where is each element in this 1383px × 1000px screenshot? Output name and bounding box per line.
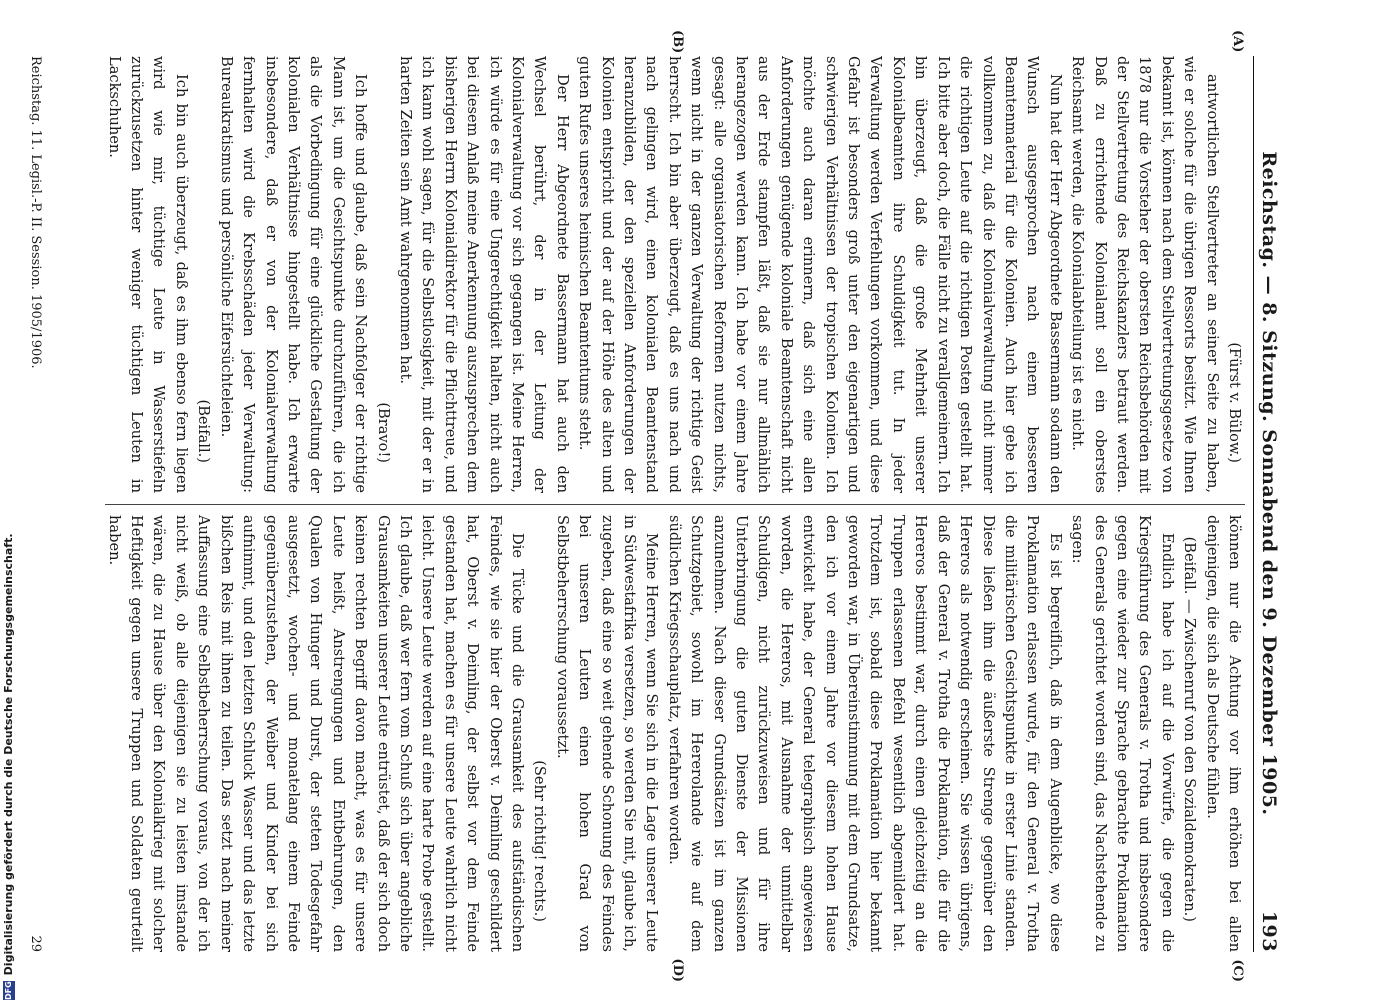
margin-label-d: (D) bbox=[670, 958, 685, 982]
column-divider bbox=[105, 504, 1245, 505]
page-number: 193 bbox=[1258, 910, 1280, 952]
header-title: Reichstag. — 8. Sitzung. Sonnabend den 9. Dezember 1905. bbox=[1258, 151, 1280, 816]
paragraph: (Sehr richtig! rechts.) bbox=[531, 760, 549, 922]
footer-sheet-number: 29 bbox=[28, 935, 43, 952]
paragraph: Ich hoffe und glaube, daß sein Nachfolger der richtige Mann ist, um die Gesichtspunkte durchzuführen, die ich als die Vorbedingung für eine glückliche Gestaltung der kolonialen Verhältnisse hingestellt habe. Ich erwarte insbesondere, daß er von der Kolonialverwaltung fernhalten wird die Krebsschäden jeder Verwaltung: Bureaukratismus und persönliche Eifersüchteleien. bbox=[217, 56, 370, 493]
footer-source: Reichstag. 11. Legisl.-P. II. Session. 1905/1906. bbox=[28, 56, 43, 369]
paragraph: (Fürst v. Bülow.) bbox=[1226, 342, 1243, 463]
paragraph: (Beifall.) bbox=[195, 399, 213, 463]
dfg-logo-icon: DFG bbox=[3, 981, 13, 1000]
text-columns bbox=[105, 30, 1245, 982]
paragraph: Meine Herren, wenn Sie sich in die Lage unserer Leute in Südwestafrika versetzen, so werden Sie mit, glaube ich, zugeben, daß eine so weit gehende Schonung des Feindes bei unseren Leuten einen hohen Grad von Selbstbeherrschung voraussetzt. bbox=[553, 515, 661, 952]
digitization-note bbox=[2, 533, 15, 1000]
digitization-text: Digitalisierung gefördert durch die Deutsche Forschungsgemeinschaft. bbox=[2, 533, 15, 976]
page-header bbox=[1253, 56, 1280, 952]
paragraph: antwortlichen Stellvertreter an seiner Seite zu haben, wie er solche für die übrigen Ressorts besitzt. Wie Ihnen bekannt ist, können nach dem Stellvertretungsgesetze von 1878 nur die Vorsteher der obersten Reichsbehörden mit der Stellvertretung des Reichskanzlers betraut werden. Daß zu errichtende Kolonialamt soll ein oberstes Reichsamt werden, die Kolonialabteilung ist es nicht. bbox=[1069, 56, 1221, 493]
paragraph: Der Herr Abgeordnete Bassermann hat auch den Wechsel berührt, der in der Leitung der Kolonialverwaltung vor sich gegangen ist. Meine Herren, ich würde es für eine Ungerechtigkeit halten, nicht auch bei diesem Anlaß meine Anerkennung auszusprechen dem bisherigen Herrn Kolonialdirektor für die Pflichttreue, und ich kann wohl sagen, für die Selbstlosigkeit, mit der er in harten Zeiten sein Amt wahrgenommen hat. bbox=[396, 56, 571, 493]
paragraph: Nun hat der Herr Abgeordnete Bassermann sodann den Wunsch ausgesprochen nach einem besseren Beamtenmaterial für die Kolonien. Auch hier gebe ich vollkommen zu, daß die Kolonialverwaltung nicht immer die richtigen Leute auf die richtigen Posten gestellt hat. Ich bitte aber doch, die Fälle nicht zu verallgemeinern. Ich bin überzeugt, daß die große Mehrheit unserer Kolonialbeamten ihre Schuldigkeit tut. In jeder Verwaltung werden Verfehlungen vorkommen, und diese Gefahr ist besonders groß unter den eigenartigen und schwierigen Verhältnissen der tropischen Kolonien. Ich möchte auch daran erinnern, daß sich eine allen Anforderungen genügende koloniale Beamtenschaft nicht aus der Erde stampfen läßt, daß sie nur allmählich herangezogen werden kann. Ich habe vor einem Jahre gesagt: alle organisatorischen Reformen nutzen nichts, wenn nicht in der ganzen Verwaltung der richtige Geist herrscht. Ich bin aber überzeugt, daß es uns nach und nach gelingen wird, einen kolonialen Beamtenstand heranzubilden, der den speziellen Anforderungen der Kolonien entspricht und der auf der Höhe des alten und guten Rufes unseres heimischen Beamtentums steht. bbox=[576, 56, 1064, 493]
page-footer bbox=[28, 56, 43, 952]
paragraph: Die Tücke und die Grausamkeit des aufständischen Feindes, wie sie hier der Oberst v. Deimling geschildert hat, Oberst v. Deimling, der selbst vor dem Feinde gestanden hat, machen es für unsere Leute wahrlich nicht leicht. Unsere Leute werden auf eine harte Probe gestellt. Ich glaube, daß wer fern vom Schuß sich über angebliche Grausamkeiten unserer Leute entrüstet, daß der sich doch keinen rechten Begriff davon macht, was es für unsere Leute heißt, Anstrengungen und Entbehrungen, den Qualen von Hunger und Durst, der steten Todesgefahr ausgesetzt, wochen- und monatelang einem Feinde gegenüberzustehen, der Weiber und Kinder bei sich aufnimmt, und den letzten Schluck Wasser und das letzte bißchen Reis mit ihnen zu teilen. Das setzt nach meiner Auffassung eine Selbstbeherrschung voraus, von der ich nicht weiß, ob alle diejenigen sie zu leisten imstande wären, die zu Hause über den Kolonialkrieg mit solcher Heftigkeit gegen unsere Truppen und Soldaten geurteilt haben. bbox=[105, 515, 526, 952]
paragraph: (Bravo!) bbox=[374, 402, 392, 463]
margin-label-a: (A) bbox=[1230, 30, 1245, 53]
paragraph: können nur die Achtung vor ihm erhöhen bei allen denjenigen, die sich als Deutsche fühlen. bbox=[1203, 515, 1243, 952]
paragraph: Endlich habe ich auf die Vorwürfe, die gegen die Kriegsführung des Generals v. Trotha und insbesondere gegen eine wieder zur Sprache gebrachte Proklamation des Generals gerichtet worden sind, das Nachstehende zu sagen: bbox=[1069, 515, 1176, 952]
margin-label-c: (C) bbox=[1230, 959, 1245, 982]
paragraph: Es ist begreiflich, daß in dem Augenblicke, wo diese Proklamation erlassen wurde, für den General v. Trotha die militärischen Gesichtspunkte in erster Linie standen. Diese ließen ihm die äußerste Strenge gegenüber den Hereros als notwendig erscheinen. Sie wissen übrigens, daß der General v. Trotha die Proklamation, die für die Hereros bestimmt war, durch einen gleichzeitig an die Truppen erlassenen Befehl wesentlich abgemildert hat. Trotzdem ist, sobald diese Proklamation hier bekannt geworden war, in Übereinstimmung mit dem Grundsatze, den ich vor einem Jahre vor diesem hohen Hause entwickelt habe, der General telegraphisch angewiesen worden, die Hereros, mit Ausnahme der unmittelbar Schuldigen, nicht zurückzuweisen und für ihre Unterbringung die guten Dienste der Missionen anzunehmen. Nach dieser Grundsätzen ist im ganzen Schutzgebiet, sowohl im Hererolande wie auf dem südlichen Kriegsschauplatz, verfahren worden. bbox=[665, 515, 1064, 952]
paragraph: Ich bin auch überzeugt, daß es ihm ebenso fern liegen wird wie mir, tüchtige Leute in Wasserstiefeln zurückzusetzen hinter weniger tüchtigen Leuten in Lackschuhen. bbox=[105, 56, 190, 493]
right-column bbox=[105, 515, 1245, 952]
margin-label-b: (B) bbox=[670, 30, 685, 54]
left-column bbox=[105, 56, 1245, 493]
paragraph: (Beifall. — Zwischenruf von den Sozialdemokraten.) bbox=[1181, 536, 1199, 922]
